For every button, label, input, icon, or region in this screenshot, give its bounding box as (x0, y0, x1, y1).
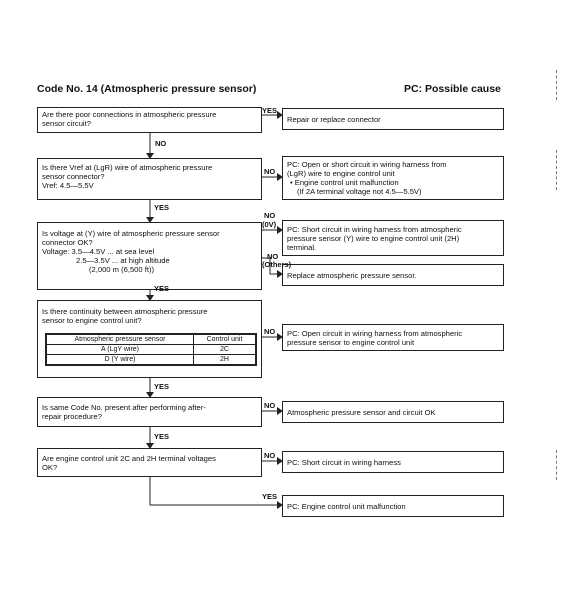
question-line: Are there poor connections in atmospheric pressure (42, 110, 217, 119)
question-line: Is voltage at (Y) wire of atmospheric pressure sensor (42, 229, 220, 238)
yes-label: YES (154, 284, 170, 293)
result-line: Replace atmospheric pressure sensor. (287, 271, 417, 280)
question-line: Is there Vref at (LgR) wire of atmospheric pressure (42, 163, 213, 172)
question-poor-connections (37, 107, 262, 133)
table-cell: 2C (194, 345, 256, 355)
yes-label: YES (154, 382, 170, 391)
no-label: NO (264, 211, 276, 220)
question-line: connector OK? (42, 238, 93, 247)
question-line: (2,000 m (6,500 ft)) (89, 265, 154, 274)
table-row (47, 345, 256, 355)
yes-label: YES (262, 106, 278, 115)
table-header-row (47, 335, 256, 345)
question-line: sensor circuit? (42, 119, 91, 128)
result-line: PC: Open circuit in wiring harness from atmospheric (287, 329, 463, 338)
question-line: repair procedure? (42, 412, 102, 421)
no-label: NO (267, 252, 279, 261)
no-label: NO (264, 451, 276, 460)
result-vref-harness (282, 156, 504, 200)
result-y-wire-short (282, 220, 504, 256)
no-label: NO (264, 401, 276, 410)
question-line: OK? (42, 463, 58, 472)
result-line: Repair or replace connector (287, 115, 381, 124)
question-line: 2.5—3.5V ... at high altitude (76, 256, 170, 265)
question-line: Is there continuity between atmospheric pressure (42, 307, 208, 316)
question-line: Vref: 4.5—5.5V (42, 181, 94, 190)
result-line: PC: Open or short circuit in wiring harness from (287, 160, 447, 169)
question-line: Voltage: 3.5—4.5V ... at sea level (42, 247, 155, 256)
result-repair-connector (282, 108, 504, 130)
table-cell: 2H (194, 355, 256, 365)
yes-label: YES (154, 203, 170, 212)
page-title: Code No. 14 (Atmospheric pressure sensor) (37, 83, 257, 95)
question-line: Are engine control unit 2C and 2H terminal voltages (42, 454, 216, 463)
result-replace-sensor (282, 264, 504, 286)
yes-label: YES (154, 432, 170, 441)
question-terminal-voltages (37, 448, 262, 477)
result-line: pressure sensor to engine control unit (287, 338, 415, 347)
table-cell: A (LgY wire) (47, 345, 194, 355)
question-line: sensor to engine control unit? (42, 316, 142, 325)
question-vref (37, 158, 262, 200)
table-cell: D (Y wire) (47, 355, 194, 365)
possible-cause-legend: PC: Possible cause (404, 83, 501, 95)
no-label: NO (155, 139, 167, 148)
result-line: PC: Short circuit in wiring harness (287, 458, 401, 467)
result-line: terminal. (287, 243, 317, 252)
question-code-present (37, 397, 262, 427)
question-line: Is same Code No. present after performing after- (42, 403, 206, 412)
table-header-cell: Atmospheric pressure sensor (47, 335, 194, 345)
question-line: sensor connector? (42, 172, 105, 181)
table-header-cell: Control unit (194, 335, 256, 345)
yes-label: YES (262, 492, 278, 501)
no-others-label: (Others) (262, 260, 292, 269)
no-label: NO (264, 327, 276, 336)
question-y-wire-voltage (37, 222, 262, 290)
result-line: (If 2A terminal voltage not 4.5—5.5V) (297, 187, 422, 196)
result-short-harness (282, 451, 504, 473)
result-line: PC: Engine control unit malfunction (287, 502, 406, 511)
continuity-table (45, 333, 257, 366)
result-line: • Engine control unit malfunction (290, 178, 399, 187)
result-line: pressure sensor (Y) wire to engine control unit (2H) (287, 234, 460, 243)
no-label: NO (264, 167, 276, 176)
table-row (47, 355, 256, 365)
result-open-circuit (282, 324, 504, 351)
result-line: (LgR) wire to engine control unit (287, 169, 395, 178)
result-line: Atmospheric pressure sensor and circuit OK (287, 408, 436, 417)
result-line: PC: Short circuit in wiring harness from atmospheric (287, 225, 462, 234)
no-0v-label: (0V) (262, 220, 277, 229)
result-ecu-malfunction (282, 495, 504, 517)
result-circuit-ok (282, 401, 504, 423)
